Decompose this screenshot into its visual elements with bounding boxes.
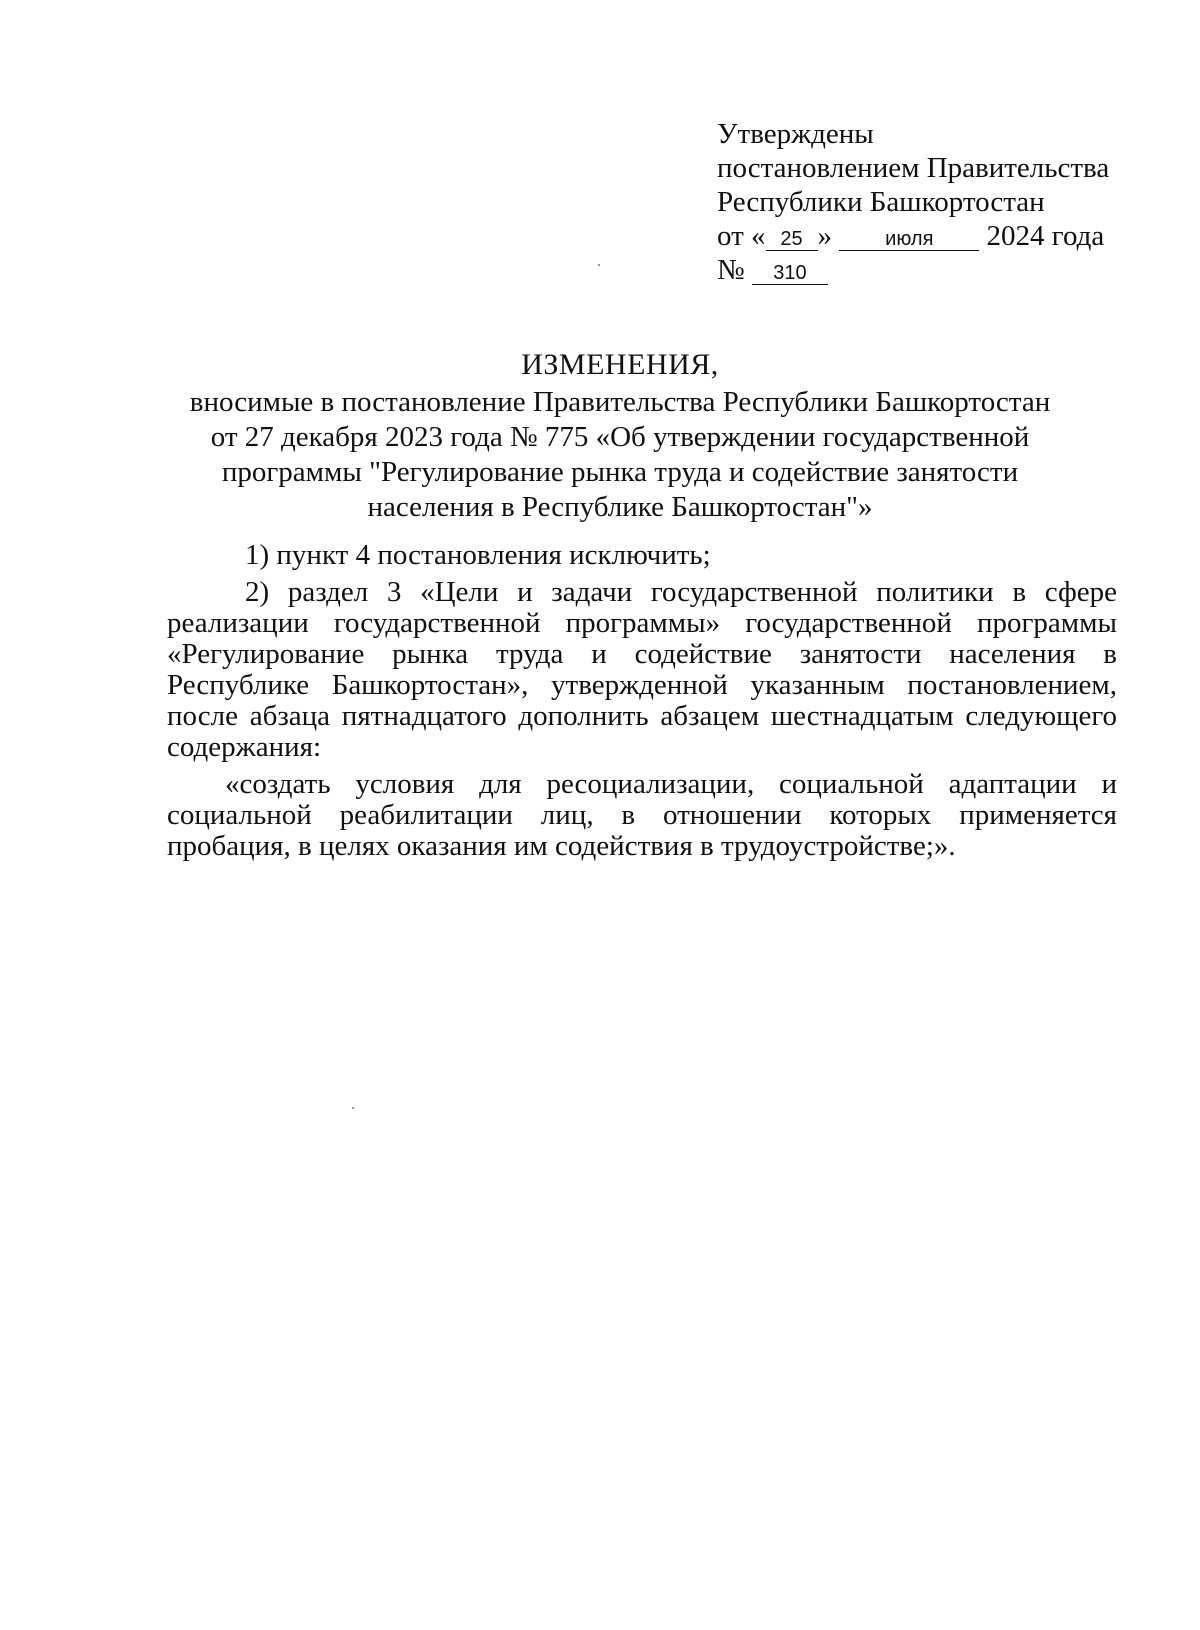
title-line-2: от 27 декабря 2023 года № 775 «Об утверждении государственной: [210, 421, 1030, 453]
date-day: 25: [766, 228, 818, 251]
document-number: 310: [752, 262, 828, 285]
approval-line-1: Утверждены: [717, 118, 874, 150]
body-item-1: 1) пункт 4 постановления исключить;: [245, 539, 711, 571]
date-mid: »: [817, 220, 833, 252]
number-prefix: №: [717, 254, 745, 286]
document-body: [167, 540, 1117, 868]
title-block: [160, 347, 1080, 525]
title-line-3: программы "Регулирование рынка труда и содействие занятости: [221, 456, 1019, 488]
approval-line-2: постановлением Правительства: [717, 152, 1110, 184]
approval-date-line: [717, 219, 1147, 253]
body-quote: «создать условия для ресоциализации, социальной адаптации и социальной реабилитации лиц, в отношении которых применяется пробация, в целях оказания им содействия в трудоустройстве;».: [167, 768, 1117, 862]
body-item-2: 2) раздел 3 «Цели и задачи государственной политики в сфере реализации государственной программы» государственной программы «Регулирование рынка труда и содействие занятости населения в Республике Башкортостан», утвержденной указанным постановлением, после абзаца пятнадцатого дополнить абзацем шестнадцатым следующего содержания:: [167, 576, 1117, 763]
approval-line-3: Республики Башкортостан: [717, 186, 1045, 218]
scan-speck: [598, 264, 600, 266]
scan-speck: [352, 1107, 354, 1109]
approval-block: [717, 117, 1147, 287]
approval-number-line: [717, 253, 1147, 287]
date-prefix: от «: [717, 220, 766, 252]
date-month: июля: [839, 228, 979, 251]
date-year: 2024 года: [986, 220, 1105, 252]
title-line-4: населения в Республике Башкортостан"»: [367, 491, 873, 523]
document-heading: ИЗМЕНЕНИЯ,: [521, 348, 719, 381]
title-line-1: вносимые в постановление Правительства Республики Башкортостан: [189, 386, 1051, 418]
